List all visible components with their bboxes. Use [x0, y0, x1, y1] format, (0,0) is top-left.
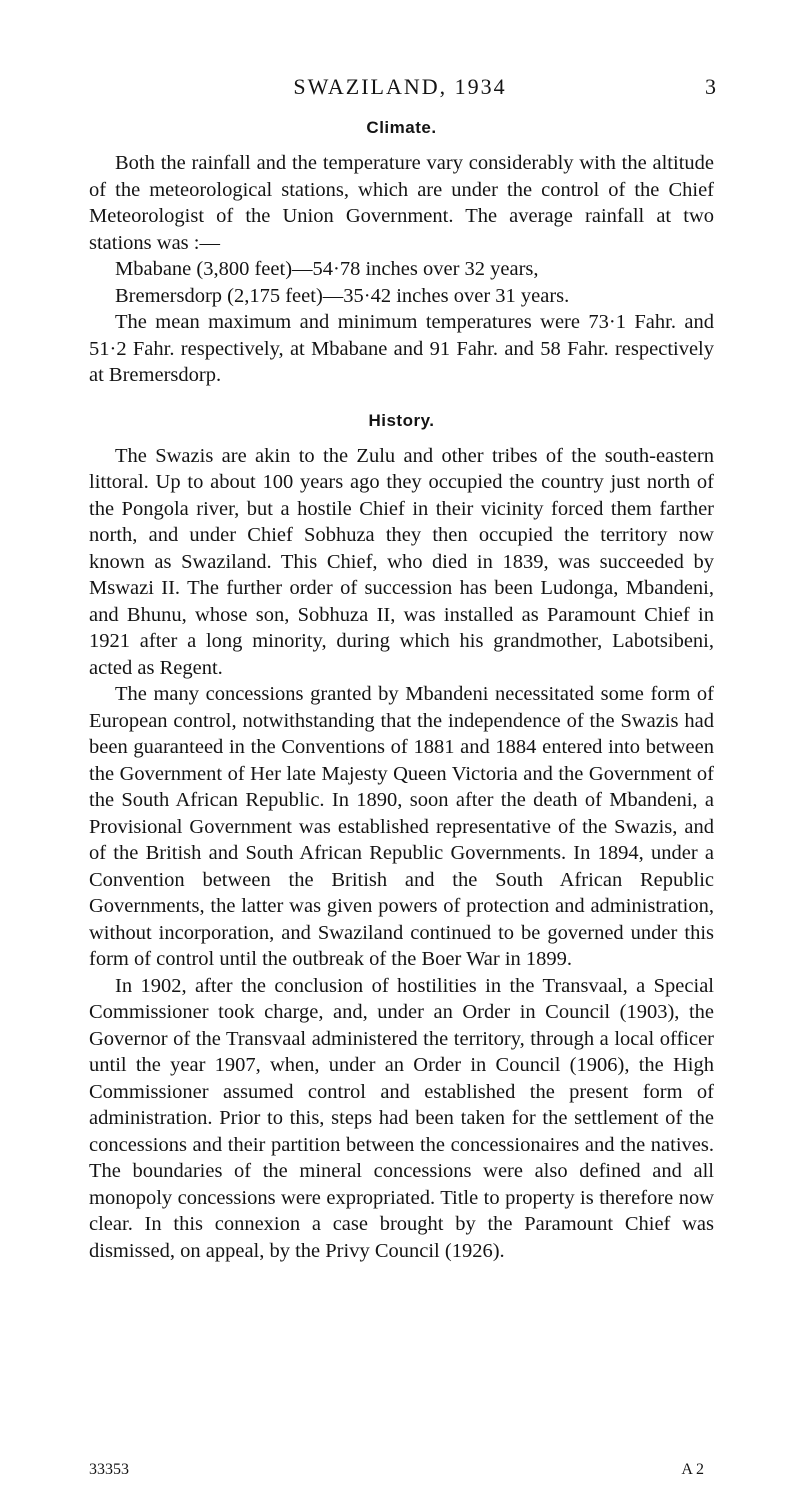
climate-heading: Climate. [366, 118, 437, 137]
history-paragraph-origins: The Swazis are akin to the Zulu and other tribes of the south-eastern littoral. Up to about 100 years ago they occupied the country just north of the Pongola river, but a hostile Chief in their vicinity forced them farther north, and under Chief Sobhuza they then occupied the territory now known as Swaziland. This Chief, who died in 1839, was succeeded by Mswazi II. The further order of succession has been Ludonga, Mbandeni, and Bhunu, whose son, Sobhuza II, was installed as Paramount Chief in 1921 after a long minority, during which his grandmother, Labotsibeni, acted as Regent. [89, 444, 714, 679]
temperature-paragraph: The mean maximum and minimum temperatures were 73·1 Fahr. and 51·2 Fahr. respectively, at Mbabane and 91 Fahr. and 58 Fahr. respectively at Bremersdorp. [89, 311, 714, 386]
signature-mark: A 2 [681, 1461, 704, 1478]
climate-intro-paragraph: Both the rainfall and the temperature vary considerably with the altitude of the meteorological stations, which are under the control of the Chief Meteorologist of the Union Government. The average rainfall at two stations was :— [89, 152, 714, 254]
station-bremersdorp: Bremersdorp (2,175 feet)—35·42 inches over 31 years. [115, 284, 570, 307]
history-section [89, 411, 714, 1265]
section-spacer [89, 389, 714, 411]
running-header [0, 74, 800, 104]
station-mbabane: Mbabane (3,800 feet)—54·78 inches over 32 years, [115, 258, 539, 280]
page-number: 3 [705, 74, 716, 99]
print-code: 33353 [89, 1461, 129, 1478]
running-title: SWAZILAND, 1934 [293, 74, 507, 99]
history-heading: History. [368, 410, 435, 430]
history-paragraph-concessions: The many concessions granted by Mbandeni necessitated some form of European control, notwithstanding that the independence of the Swazis had been guaranteed in the Conventions of 1881 and 1884 entered into between the Government of Her late Majesty Queen Victoria and the Government of the South African Republic. In 1890, soon after the death of Mbandeni, a Provisional Government was established representative of the Swazis, and of the British and South African Republic Governments. In 1894, under a Convention between the British and the South African Republic Governments, the latter was given powers of protection and administration, without incorporation, and Swaziland continued to be governed under this form of control until the outbreak of the Boer War in 1899. [89, 683, 714, 970]
history-paragraph-administration: In 1902, after the conclusion of hostilities in the Transvaal, a Special Commissioner took charge, and, under an Order in Council (1903), the Governor of the Transvaal administered the territory, through a local officer until the year 1907, when, under an Order in Council (1906), the High Commissioner assumed control and established the present form of administration. Prior to this, steps had been taken for the settlement of the concessions and their partition between the concessionaires and the natives. The boundaries of the mineral concessions were also defined and all monopoly concessions were expropriated. Title to property is therefore now clear. In this connexion a case brought by the Paramount Chief was dismissed, on appeal, by the Privy Council (1926). [89, 974, 714, 1262]
page-body [89, 118, 714, 1264]
page-footer [89, 1461, 714, 1483]
climate-section [89, 118, 714, 389]
